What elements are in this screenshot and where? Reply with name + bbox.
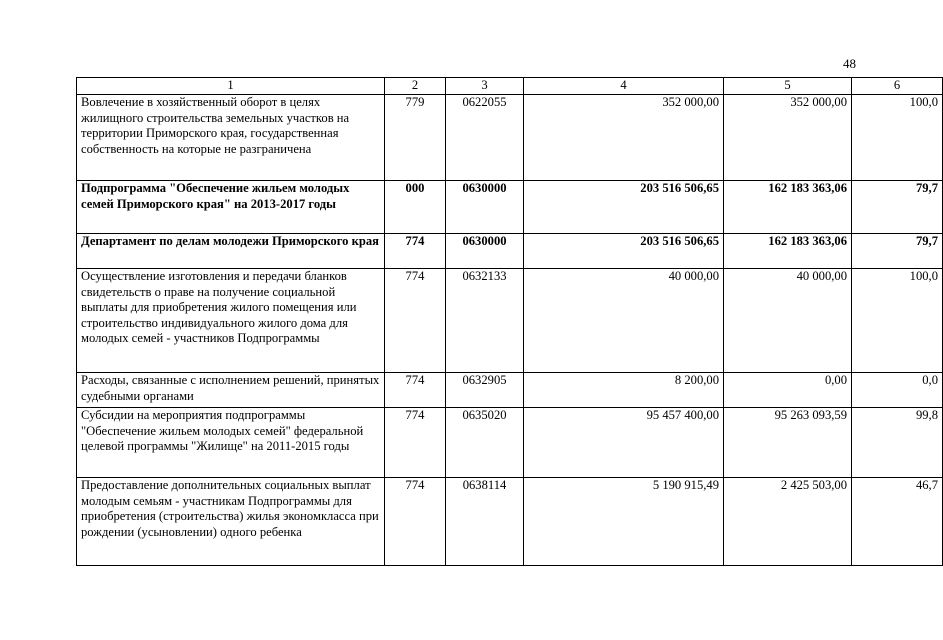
table-row	[77, 95, 943, 181]
table-row	[77, 408, 943, 478]
row-target-code: 0638114	[446, 478, 524, 566]
row-fact-amount: 0,00	[724, 373, 852, 408]
table-row	[77, 181, 943, 234]
table-row	[77, 269, 943, 373]
row-target-code: 0630000	[446, 234, 524, 269]
header-col-5: 5	[724, 78, 852, 95]
row-name: Предоставление дополнительных социальных выплат молодым семьям - участникам Подпрограммы для приобретения (строительства) жилья экономкласса при рождении (усыновлении) одного ребенка	[77, 478, 385, 566]
table-row	[77, 373, 943, 408]
row-percent: 0,0	[852, 373, 943, 408]
row-name: Вовлечение в хозяйственный оборот в целях жилищного строительства земельных участков на территории Приморского края, государственная собственность на которые не разграничена	[77, 95, 385, 181]
header-col-4: 4	[524, 78, 724, 95]
row-plan-amount: 5 190 915,49	[524, 478, 724, 566]
table-row	[77, 234, 943, 269]
row-fact-amount: 40 000,00	[724, 269, 852, 373]
header-col-3: 3	[446, 78, 524, 95]
row-department-code: 000	[385, 181, 446, 234]
row-department-code: 774	[385, 408, 446, 478]
row-percent: 79,7	[852, 234, 943, 269]
row-name: Осуществление изготовления и передачи бланков свидетельств о праве на получение социальной выплаты для приобретения жилого помещения или строительство индивидуального жилого дома для молодых семей - участников Подпрограммы	[77, 269, 385, 373]
row-plan-amount: 95 457 400,00	[524, 408, 724, 478]
row-department-code: 774	[385, 373, 446, 408]
row-department-code: 774	[385, 269, 446, 373]
row-percent: 99,8	[852, 408, 943, 478]
header-col-2: 2	[385, 78, 446, 95]
row-department-code: 779	[385, 95, 446, 181]
row-target-code: 0632133	[446, 269, 524, 373]
row-target-code: 0635020	[446, 408, 524, 478]
budget-table	[76, 77, 943, 566]
row-target-code: 0622055	[446, 95, 524, 181]
table-row	[77, 478, 943, 566]
row-name: Подпрограмма "Обеспечение жильем молодых семей Приморского края" на 2013-2017 годы	[77, 181, 385, 234]
row-name: Расходы, связанные с исполнением решений, принятых судебными органами	[77, 373, 385, 408]
row-plan-amount: 352 000,00	[524, 95, 724, 181]
row-plan-amount: 203 516 506,65	[524, 181, 724, 234]
header-row	[77, 78, 943, 95]
row-target-code: 0632905	[446, 373, 524, 408]
page-number: 48	[843, 56, 856, 71]
row-fact-amount: 95 263 093,59	[724, 408, 852, 478]
row-plan-amount: 8 200,00	[524, 373, 724, 408]
row-name: Департамент по делам молодежи Приморского края	[77, 234, 385, 269]
row-percent: 100,0	[852, 95, 943, 181]
row-percent: 100,0	[852, 269, 943, 373]
row-fact-amount: 162 183 363,06	[724, 181, 852, 234]
row-target-code: 0630000	[446, 181, 524, 234]
row-fact-amount: 2 425 503,00	[724, 478, 852, 566]
row-percent: 79,7	[852, 181, 943, 234]
row-name: Субсидии на мероприятия подпрограммы "Обеспечение жильем молодых семей" федеральной целевой программы "Жилище" на 2011-2015 годы	[77, 408, 385, 478]
header-col-6: 6	[852, 78, 943, 95]
row-department-code: 774	[385, 478, 446, 566]
row-plan-amount: 40 000,00	[524, 269, 724, 373]
row-department-code: 774	[385, 234, 446, 269]
row-fact-amount: 162 183 363,06	[724, 234, 852, 269]
row-percent: 46,7	[852, 478, 943, 566]
row-fact-amount: 352 000,00	[724, 95, 852, 181]
header-col-1: 1	[77, 78, 385, 95]
row-plan-amount: 203 516 506,65	[524, 234, 724, 269]
